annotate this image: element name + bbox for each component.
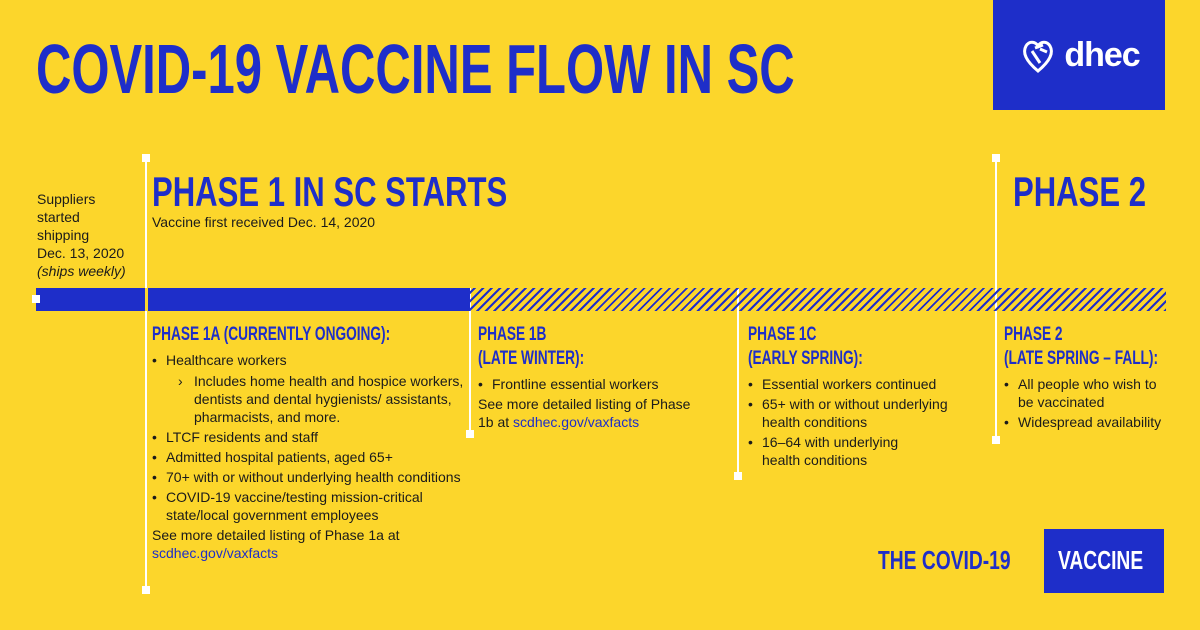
logo-text: dhec xyxy=(1064,35,1140,74)
list-item: • All people who wish to be vaccinated xyxy=(1004,375,1164,411)
vaccine-badge xyxy=(1044,529,1164,593)
palmetto-heart-icon xyxy=(1018,35,1058,75)
phase1a-sublist xyxy=(178,372,472,426)
list-item: • Frontline essential workers xyxy=(478,375,718,393)
phase1b-heading-timing: (LATE WINTER): xyxy=(478,348,585,369)
list-item: • COVID-19 vaccine/testing mission-critical state/local government employees xyxy=(152,488,472,524)
list-item: • 16–64 with underlying health conditions xyxy=(748,433,918,469)
list-item: • 70+ with or without underlying health conditions xyxy=(152,468,472,486)
suppliers-date: Dec. 13, 2020 xyxy=(37,245,125,261)
phase1a-list xyxy=(152,351,472,524)
phase1c-column xyxy=(748,323,978,471)
phase1b-more-text: See more detailed listing of Phase 1b at xyxy=(478,396,691,430)
phase2-list xyxy=(1004,375,1174,431)
phase2-marker-bottom-dot xyxy=(992,436,1000,444)
suppliers-line: started xyxy=(37,209,80,225)
phase1c-heading-timing: (EARLY SPRING): xyxy=(748,348,863,369)
phase1a-link[interactable]: scdhec.gov/vaxfacts xyxy=(152,545,279,561)
suppliers-line: Suppliers xyxy=(37,191,96,207)
phase1-subtitle: Vaccine first received Dec. 14, 2020 xyxy=(152,214,376,230)
phase1c-marker-dot xyxy=(734,472,742,480)
suppliers-line: shipping xyxy=(37,227,90,243)
list-item: • Admitted hospital patients, aged 65+ xyxy=(152,448,472,466)
timeline-start-dot xyxy=(32,295,40,303)
phase2-heading-timing: (LATE SPRING – FALL): xyxy=(1004,348,1159,369)
phase2-title: PHASE 2 xyxy=(1013,168,1147,215)
phase1c-list xyxy=(748,375,963,469)
phase1-marker-bottom-dot xyxy=(142,586,150,594)
timeline-bar-hatched xyxy=(470,288,1166,311)
list-item: • Essential workers continued xyxy=(748,375,963,393)
suppliers-frequency: (ships weekly) xyxy=(37,263,126,279)
phase1-marker-top-dot xyxy=(142,154,150,162)
phase1b-column xyxy=(478,323,718,431)
footer-text: THE COVID-19 xyxy=(878,545,1011,575)
phase2-column xyxy=(1004,323,1184,433)
suppliers-note xyxy=(37,190,147,280)
phase1a-heading: PHASE 1A (CURRENTLY ONGOING): xyxy=(152,324,391,345)
phase2-marker-top-dot xyxy=(992,154,1000,162)
page-title: COVID-19 VACCINE FLOW IN SC xyxy=(36,30,795,108)
phase1a-more-text: See more detailed listing of Phase 1a at xyxy=(152,527,400,543)
sub-list-item: › Includes home health and hospice workers, dentists and dental hygienists/ assistants, pharmacists, and more. xyxy=(178,372,472,426)
list-item: • 65+ with or without underlying health conditions xyxy=(748,395,963,431)
timeline-bar-solid xyxy=(36,288,470,311)
phase1-title: PHASE 1 IN SC STARTS xyxy=(152,168,508,215)
phase1b-heading: PHASE 1B xyxy=(478,324,547,345)
phase1a-column xyxy=(152,323,472,562)
list-item-text: Healthcare workers xyxy=(166,352,287,368)
phase1b-list xyxy=(478,375,718,393)
phase2-heading: PHASE 2 xyxy=(1004,324,1063,345)
list-item xyxy=(152,351,472,426)
phase1c-marker-line xyxy=(737,288,739,476)
vaccine-badge-label: VACCINE xyxy=(1058,545,1144,575)
dhec-logo xyxy=(993,0,1165,110)
phase1b-link[interactable]: scdhec.gov/vaxfacts xyxy=(513,414,640,430)
timeline-bar-divider xyxy=(145,288,148,311)
list-item: • Widespread availability xyxy=(1004,413,1174,431)
list-item: • LTCF residents and staff xyxy=(152,428,472,446)
phase1c-heading: PHASE 1C xyxy=(748,324,817,345)
